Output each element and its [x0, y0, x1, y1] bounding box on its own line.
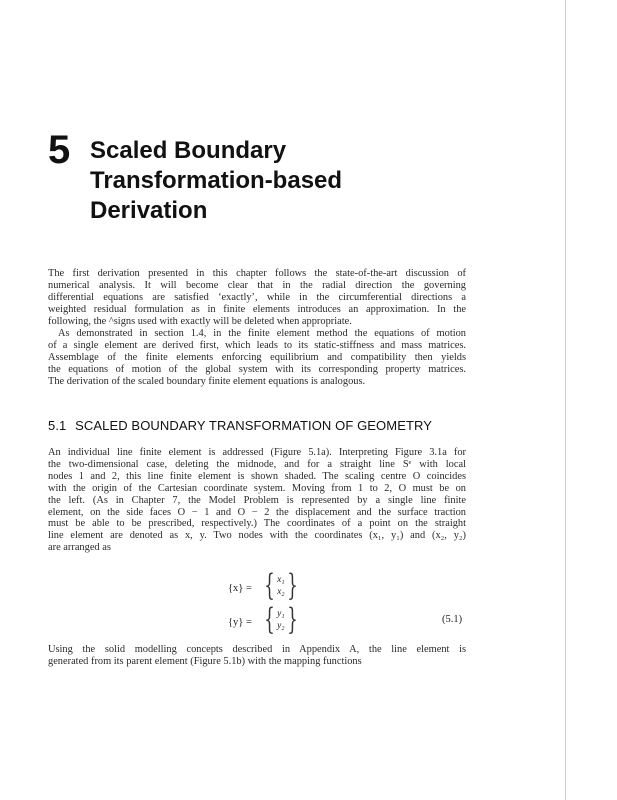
vector-entry: x₂ [277, 587, 285, 597]
text-line: of a single element are derived first, which leads to its static-stiffness and mass matrices. [48, 339, 466, 351]
text-line: Using the solid modelling concepts described in Appendix A, the line element is [48, 644, 466, 655]
text-line: the two-dimensional case, deleting the midnode, and for a straight line Sᵉ with local [48, 458, 466, 470]
text-line: nodes 1 and 2, this line finite element is shown shaded. The scaling centre O coincides [48, 470, 466, 482]
text-line: following, the ^signs used with exactly will be deleted when appropriate. [48, 315, 352, 327]
text-line: differential equations are satisfied ‘exactly’, while in the circumferential directions a [48, 291, 466, 303]
body-paragraph-1 [48, 447, 466, 554]
text-line: The first derivation presented in this chapter follows the state-of-the-art discussion of [48, 268, 466, 279]
vector-x [260, 568, 302, 603]
chapter-title-line: Derivation [90, 197, 208, 224]
page-edge [565, 0, 566, 800]
intro-paragraph-1 [48, 268, 466, 328]
text-line: are arranged as [48, 542, 111, 554]
equation-y-lhs: {y} = [228, 617, 252, 628]
text-line: must be able to be prescribed, respectively.) The coordinates of a point on the straight [48, 518, 466, 530]
text-line: An individual line finite element is addressed (Figure 5.1a). Interpreting Figure 3.1a for [48, 447, 466, 458]
text-line: weighted residual formulation as in finite elements introduces an approximation. In the [48, 303, 466, 315]
chapter-title-line: Transformation-based [90, 167, 343, 194]
vector-y [260, 602, 302, 637]
text-line: numerical analysis. It will become clear that in the radial direction the governing [48, 279, 466, 291]
left-brace-icon: { [264, 602, 275, 637]
text-line: As demonstrated in section 1.4, in the finite element method the equations of motion [58, 328, 466, 339]
chapter-title [90, 136, 490, 226]
intro-paragraph-2 [48, 328, 466, 388]
text-line: generated from its parent element (Figure 5.1b) with the mapping functions [48, 655, 362, 667]
body-paragraph-2 [48, 644, 466, 668]
text-line: the left. (As in Chapter 7, the Model Problem is represented by a single line finite [48, 494, 466, 506]
chapter-number: 5 [48, 128, 71, 172]
vector-entry: y₁ [277, 609, 285, 619]
text-line: element, on the side faces O − 1 and O − 2 the displacement and the surface traction [48, 506, 466, 518]
section-heading [48, 418, 432, 433]
text-line: Assemblage of the finite elements enforcing equilibrium and compatibility then yields [48, 351, 466, 363]
vector-entry: x₁ [277, 575, 285, 585]
vector-entry: y₂ [277, 621, 285, 631]
text-line: with the origin of the Cartesian coordinate system. Moving from 1 to 2, O must be on [48, 482, 466, 494]
equation-x-lhs: {x} = [228, 583, 252, 594]
chapter-title-line: Scaled Boundary [90, 137, 287, 164]
left-brace-icon: { [264, 568, 275, 603]
text-line: the equations of motion of the global system with its corresponding property matrices. [48, 363, 466, 375]
text-line: line element are denoted as x, y. Two nodes with the coordinates (x₁, y₁) and (x₂, y₂) [48, 530, 466, 542]
section-title: SCALED BOUNDARY TRANSFORMATION OF GEOMETRY [75, 418, 433, 433]
text-line: The derivation of the scaled boundary finite element equations is analogous. [48, 375, 366, 387]
right-brace-icon: } [286, 602, 298, 637]
right-brace-icon: } [286, 568, 298, 603]
section-number: 5.1 [48, 418, 67, 433]
equation-number: (5.1) [442, 614, 463, 625]
